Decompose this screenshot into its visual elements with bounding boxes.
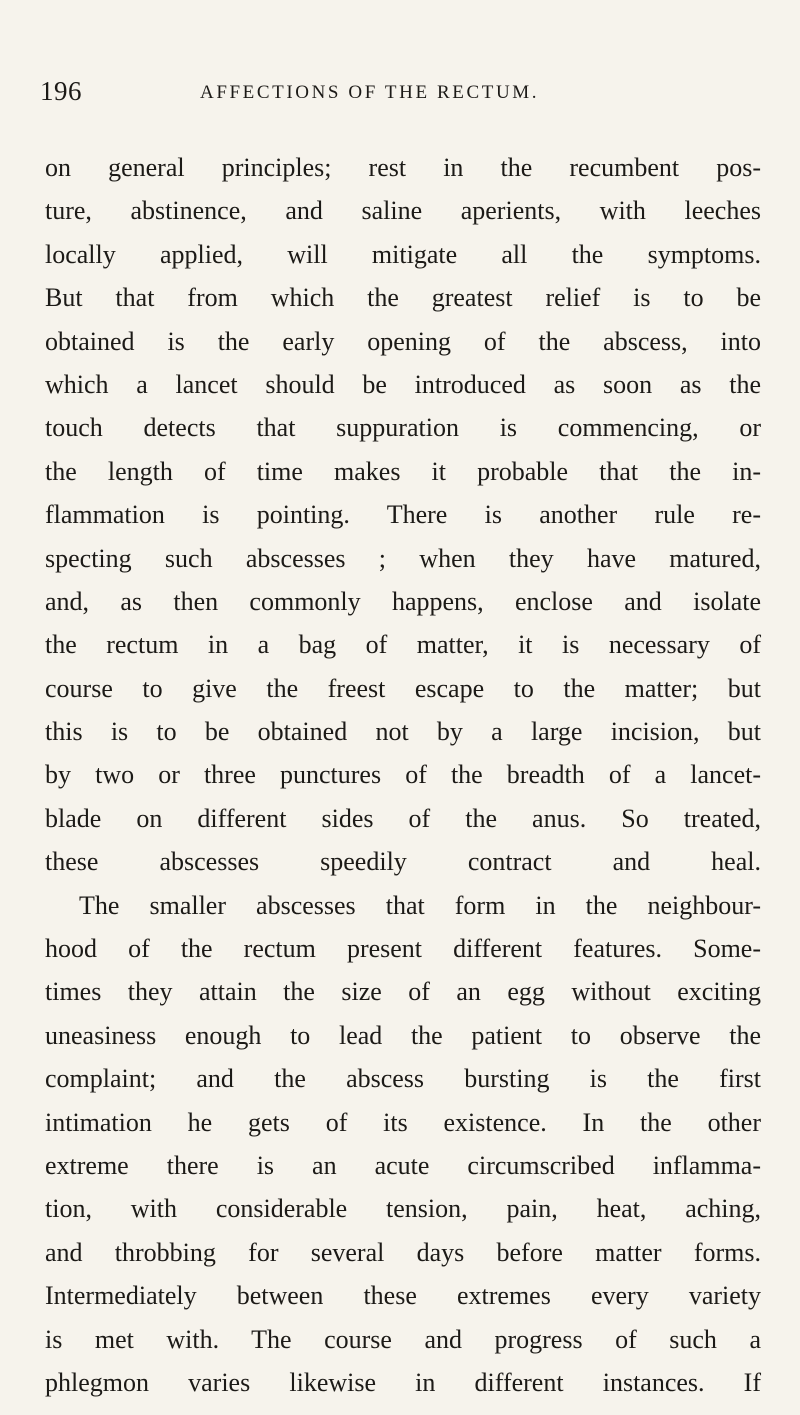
text-line: But that from which the greatest relief is to be bbox=[45, 283, 761, 313]
text-line: times they attain the size of an egg without exciting bbox=[45, 977, 761, 1007]
text-line: locally applied, will mitigate all the symptoms. bbox=[45, 239, 761, 269]
text-line: blade on different sides of the anus. So treated, bbox=[45, 803, 761, 833]
text-line: obtained is the early opening of the abscess, into bbox=[45, 326, 761, 356]
text-line: is met with. The course and progress of such a bbox=[45, 1324, 761, 1354]
text-line: tion, with considerable tension, pain, heat, aching, bbox=[45, 1194, 761, 1224]
text-line: ture, abstinence, and saline aperients, with leeches bbox=[45, 196, 761, 226]
text-line: course to give the freest escape to the matter; but bbox=[45, 673, 761, 703]
text-line: and throbbing for several days before matter forms. bbox=[45, 1237, 761, 1267]
text-line: the length of time makes it probable that the in- bbox=[45, 456, 761, 486]
page-number: 196 bbox=[40, 76, 82, 106]
text-line: the rectum in a bag of matter, it is necessary of bbox=[45, 630, 761, 660]
text-line: specting such abscesses ; when they have matured, bbox=[45, 543, 761, 573]
running-head: AFFECTIONS OF THE RECTUM. bbox=[200, 82, 540, 103]
text-line: flammation is pointing. There is another rule re- bbox=[45, 500, 761, 530]
body-text bbox=[45, 146, 761, 1404]
text-line: which a lancet should be introduced as soon as the bbox=[45, 369, 761, 399]
text-line: and, as then commonly happens, enclose and isolate bbox=[45, 586, 761, 616]
text-line: extreme there is an acute circumscribed inflamma- bbox=[45, 1150, 761, 1180]
text-line: uneasiness enough to lead the patient to observe the bbox=[45, 1020, 761, 1050]
text-line: touch detects that suppuration is commencing, or bbox=[45, 413, 761, 443]
text-line: intimation he gets of its existence. In the other bbox=[45, 1107, 761, 1137]
text-line: complaint; and the abscess bursting is the first bbox=[45, 1064, 761, 1094]
text-line: this is to be obtained not by a large incision, but bbox=[45, 717, 761, 747]
text-line: by two or three punctures of the breadth of a lancet- bbox=[45, 760, 761, 790]
page-header bbox=[40, 74, 762, 114]
text-line: The smaller abscesses that form in the neighbour- bbox=[79, 890, 761, 920]
text-line: on general principles; rest in the recumbent pos- bbox=[45, 153, 761, 182]
text-line: these abscesses speedily contract and heal. bbox=[45, 847, 761, 877]
text-line: Intermediately between these extremes every variety bbox=[45, 1281, 761, 1311]
text-line: hood of the rectum present different features. Some- bbox=[45, 934, 761, 964]
text-line: phlegmon varies likewise in different instances. If bbox=[45, 1367, 761, 1397]
